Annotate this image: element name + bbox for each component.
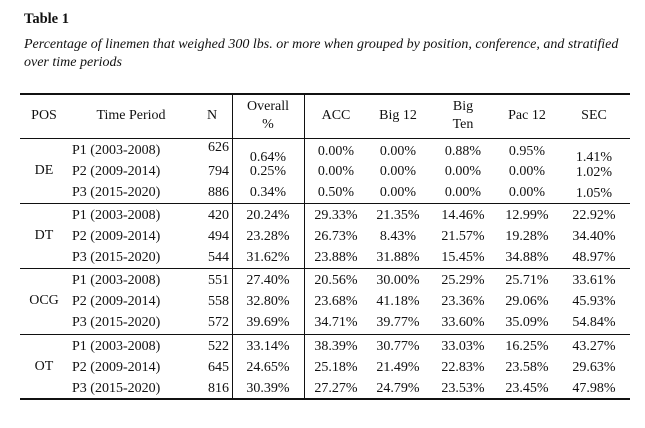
cell-acc: 0.00%: [317, 164, 355, 179]
cell-time-period: P3 (2015-2020): [72, 315, 161, 330]
cell-n: 886: [208, 185, 229, 200]
cell-sec: 1.41%: [575, 150, 613, 165]
cell-pac12: 12.99%: [505, 208, 549, 223]
cell-acc: 0.00%: [317, 144, 355, 159]
cell-n: 816: [208, 381, 229, 396]
cell-pac12: 23.58%: [505, 360, 549, 375]
cell-sec: 45.93%: [572, 294, 616, 309]
table-caption: Percentage of linemen that weighed 300 lbs. or more when grouped by position, conference, and stratified over time periods: [24, 37, 619, 70]
cell-big-ten: 21.57%: [441, 229, 485, 244]
header-big-ten: Big: [452, 99, 474, 114]
cell-n: 572: [208, 315, 229, 330]
cell-time-period: P3 (2015-2020): [72, 381, 161, 396]
cell-overall: 39.69%: [246, 315, 290, 330]
cell-overall: 33.14%: [246, 339, 290, 354]
header-n: N: [206, 108, 218, 123]
cell-time-period: P2 (2009-2014): [72, 229, 161, 244]
divider-after-overall: [304, 94, 305, 399]
group-rule-1: [20, 203, 630, 204]
header-big-ten-line2: Ten: [452, 117, 474, 132]
header-overall: Overall: [247, 99, 289, 114]
header-acc: ACC: [321, 108, 351, 123]
cell-time-period: P2 (2009-2014): [72, 360, 161, 375]
cell-acc: 34.71%: [314, 315, 358, 330]
cell-big-ten: 33.60%: [441, 315, 485, 330]
cell-time-period: P1 (2003-2008): [72, 273, 161, 288]
cell-acc: 23.68%: [314, 294, 358, 309]
cell-sec: 43.27%: [572, 339, 616, 354]
cell-big-ten: 14.46%: [441, 208, 485, 223]
cell-pac12: 34.88%: [505, 250, 549, 265]
cell-pac12: 0.95%: [508, 144, 546, 159]
cell-overall: 31.62%: [246, 250, 290, 265]
cell-big12: 8.43%: [379, 229, 417, 244]
header-overall-percent: %: [262, 117, 274, 132]
cell-overall: 0.34%: [249, 185, 287, 200]
cell-big12: 0.00%: [379, 185, 417, 200]
cell-pos: DT: [34, 228, 54, 243]
header-rule: [20, 138, 630, 139]
cell-sec: 34.40%: [572, 229, 616, 244]
cell-big12: 21.35%: [376, 208, 420, 223]
cell-sec: 1.05%: [575, 186, 613, 201]
cell-big12: 0.00%: [379, 164, 417, 179]
cell-pos: OCG: [29, 293, 59, 308]
cell-time-period: P2 (2009-2014): [72, 164, 161, 179]
header-pac12: Pac 12: [508, 108, 546, 123]
cell-big12: 30.77%: [376, 339, 420, 354]
table-label: Table 1: [24, 11, 69, 27]
cell-pac12: 25.71%: [505, 273, 549, 288]
cell-big-ten: 23.53%: [441, 381, 485, 396]
cell-n: 626: [208, 140, 229, 155]
cell-big-ten: 25.29%: [441, 273, 485, 288]
cell-acc: 25.18%: [314, 360, 358, 375]
header-big12: Big 12: [379, 108, 417, 123]
cell-pac12: 16.25%: [505, 339, 549, 354]
cell-time-period: P1 (2003-2008): [72, 339, 161, 354]
cell-n: 522: [208, 339, 229, 354]
cell-time-period: P1 (2003-2008): [72, 208, 161, 223]
cell-acc: 23.88%: [314, 250, 358, 265]
header-sec: SEC: [581, 108, 607, 123]
cell-sec: 22.92%: [572, 208, 616, 223]
cell-time-period: P3 (2015-2020): [72, 250, 161, 265]
cell-sec: 29.63%: [572, 360, 616, 375]
cell-pac12: 29.06%: [505, 294, 549, 309]
cell-big12: 30.00%: [376, 273, 420, 288]
cell-n: 494: [208, 229, 229, 244]
cell-overall: 0.25%: [249, 164, 287, 179]
cell-overall: 30.39%: [246, 381, 290, 396]
cell-overall: 27.40%: [246, 273, 290, 288]
cell-sec: 1.02%: [575, 165, 613, 180]
cell-n: 645: [208, 360, 229, 375]
cell-sec: 33.61%: [572, 273, 616, 288]
cell-acc: 20.56%: [314, 273, 358, 288]
divider-after-n: [232, 94, 233, 399]
cell-acc: 0.50%: [317, 185, 355, 200]
cell-time-period: P2 (2009-2014): [72, 294, 161, 309]
bottom-rule: [20, 398, 630, 400]
cell-big-ten: 0.88%: [444, 144, 482, 159]
cell-overall: 23.28%: [246, 229, 290, 244]
cell-sec: 47.98%: [572, 381, 616, 396]
cell-acc: 29.33%: [314, 208, 358, 223]
cell-big12: 41.18%: [376, 294, 420, 309]
cell-overall: 24.65%: [246, 360, 290, 375]
cell-big12: 24.79%: [376, 381, 420, 396]
cell-n: 558: [208, 294, 229, 309]
cell-sec: 54.84%: [572, 315, 616, 330]
cell-pos: OT: [34, 359, 54, 374]
cell-n: 544: [208, 250, 229, 265]
header-pos: POS: [31, 108, 57, 123]
cell-overall: 0.64%: [249, 150, 287, 165]
cell-big12: 0.00%: [379, 144, 417, 159]
cell-big12: 21.49%: [376, 360, 420, 375]
cell-big12: 31.88%: [376, 250, 420, 265]
cell-big12: 39.77%: [376, 315, 420, 330]
cell-pac12: 19.28%: [505, 229, 549, 244]
cell-time-period: P1 (2003-2008): [72, 143, 161, 158]
cell-acc: 26.73%: [314, 229, 358, 244]
group-rule-2: [20, 268, 630, 269]
cell-acc: 38.39%: [314, 339, 358, 354]
header-time-period: Time Period: [96, 108, 166, 123]
top-rule: [20, 93, 630, 95]
cell-big-ten: 23.36%: [441, 294, 485, 309]
cell-overall: 20.24%: [246, 208, 290, 223]
cell-big-ten: 22.83%: [441, 360, 485, 375]
cell-n: 551: [208, 273, 229, 288]
cell-pac12: 0.00%: [508, 185, 546, 200]
cell-big-ten: 0.00%: [444, 164, 482, 179]
cell-big-ten: 0.00%: [444, 185, 482, 200]
cell-acc: 27.27%: [314, 381, 358, 396]
cell-n: 794: [208, 164, 229, 179]
cell-n: 420: [208, 208, 229, 223]
cell-pac12: 23.45%: [505, 381, 549, 396]
cell-pac12: 0.00%: [508, 164, 546, 179]
cell-big-ten: 33.03%: [441, 339, 485, 354]
cell-pac12: 35.09%: [505, 315, 549, 330]
group-rule-3: [20, 334, 630, 335]
cell-big-ten: 15.45%: [441, 250, 485, 265]
cell-time-period: P3 (2015-2020): [72, 185, 161, 200]
cell-overall: 32.80%: [246, 294, 290, 309]
cell-pos: DE: [34, 163, 54, 178]
cell-sec: 48.97%: [572, 250, 616, 265]
